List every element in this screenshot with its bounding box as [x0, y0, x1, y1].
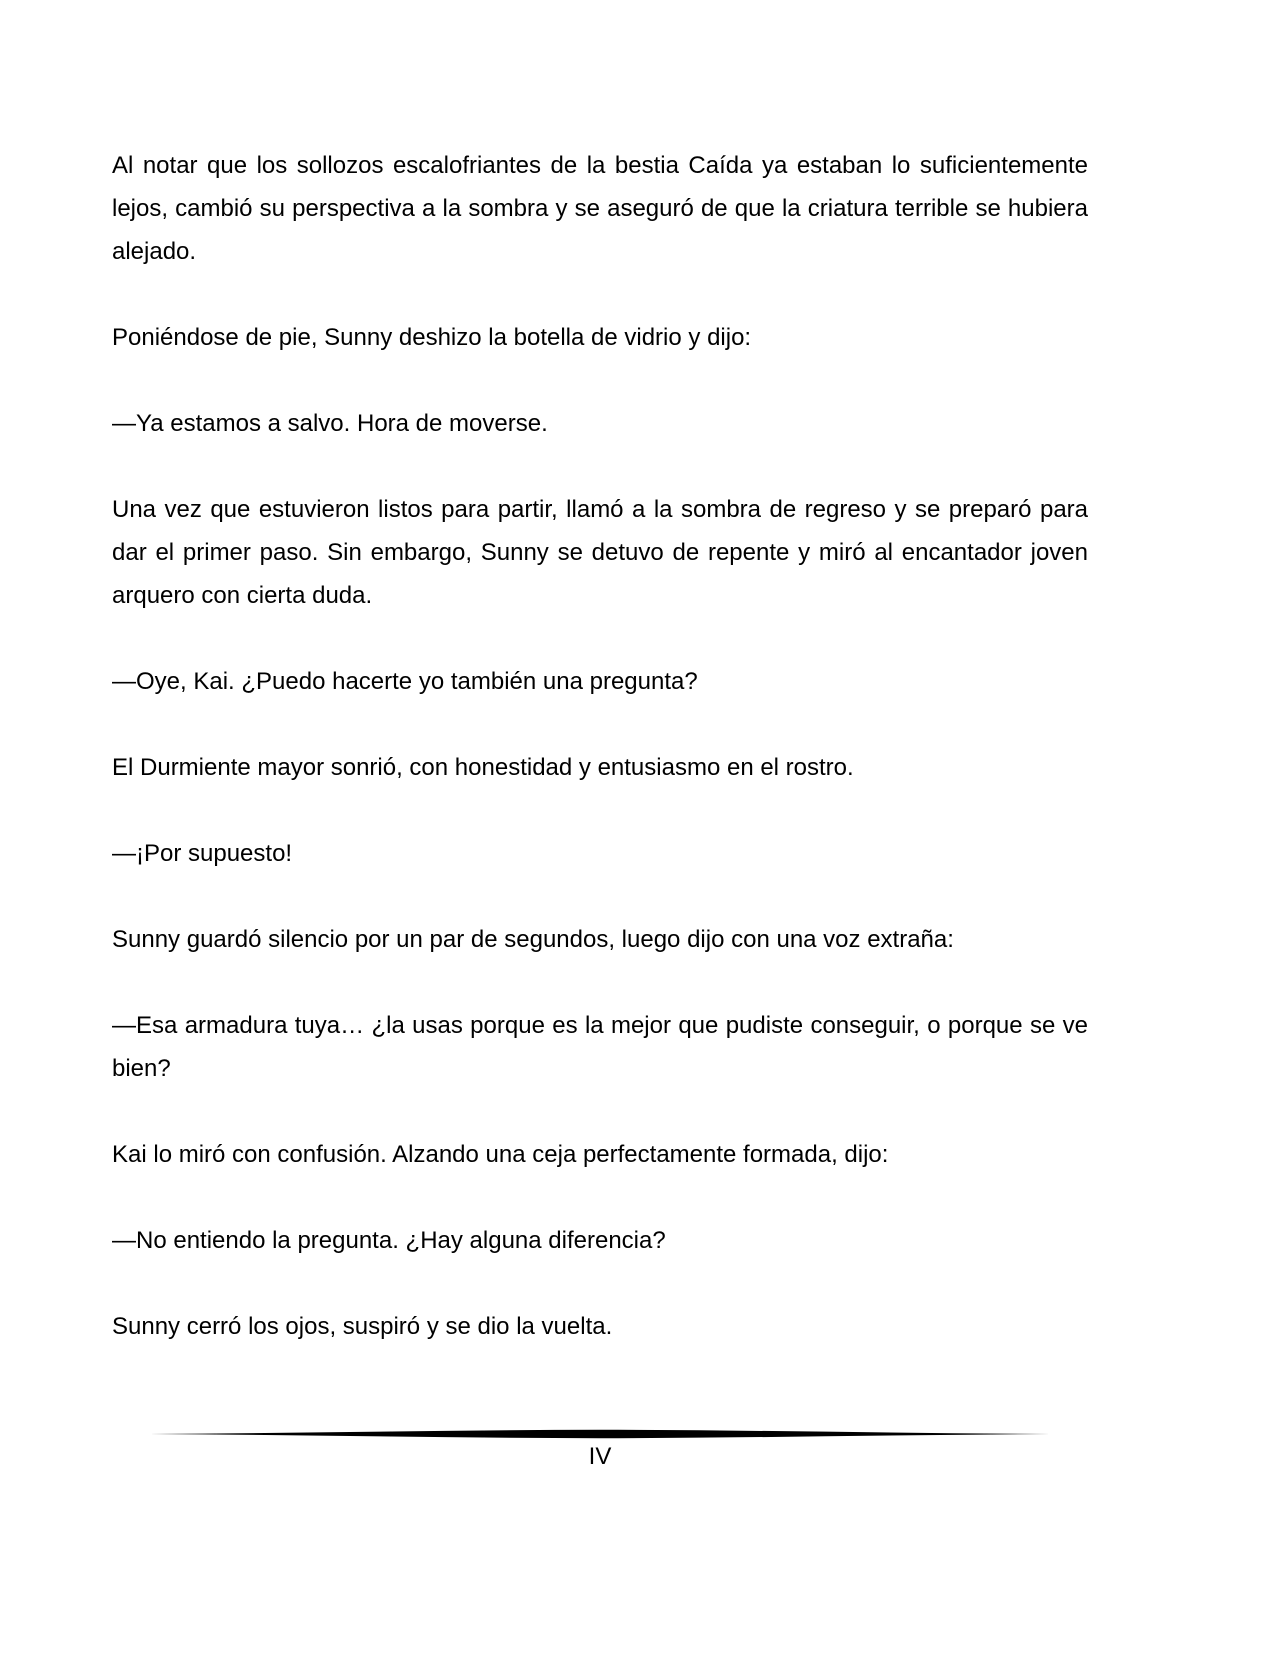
paragraph-4: Una vez que estuvieron listos para partir, llamó a la sombra de regreso y se preparó para dar el primer paso. Sin embargo, Sunny se detuvo de repente y miró al encantador joven arquero con cierta duda.: [112, 496, 1088, 609]
paragraph-5: —Oye, Kai. ¿Puedo hacerte yo también una pregunta?: [112, 668, 698, 695]
footer-divider: [150, 1428, 1050, 1440]
paragraph-9: —Esa armadura tuya… ¿la usas porque es la mejor que pudiste conseguir, o porque se ve bien?: [112, 1012, 1088, 1082]
paragraph-2: Poniéndose de pie, Sunny deshizo la botella de vidrio y dijo:: [112, 324, 752, 351]
paragraph-11: —No entiendo la pregunta. ¿Hay alguna diferencia?: [112, 1227, 666, 1254]
paragraph-6: El Durmiente mayor sonrió, con honestidad y entusiasmo en el rostro.: [112, 754, 854, 781]
paragraph-10: Kai lo miró con confusión. Alzando una ceja perfectamente formada, dijo:: [112, 1141, 889, 1168]
page-number: IV: [588, 1443, 612, 1470]
paragraph-12: Sunny cerró los ojos, suspiró y se dio la vuelta.: [112, 1313, 613, 1340]
paragraph-1: Al notar que los sollozos escalofriantes de la bestia Caída ya estaban lo suficientemente lejos, cambió su perspectiva a la sombra y se aseguró de que la criatura terrible se hubiera alejado.: [112, 152, 1088, 265]
paragraph-3: —Ya estamos a salvo. Hora de moverse.: [112, 410, 548, 437]
paragraph-7: —¡Por supuesto!: [112, 840, 293, 867]
text-body: [112, 144, 1088, 1348]
divider-swash-icon: [150, 1428, 1050, 1440]
paragraph-8: Sunny guardó silencio por un par de segundos, luego dijo con una voz extraña:: [112, 926, 954, 953]
